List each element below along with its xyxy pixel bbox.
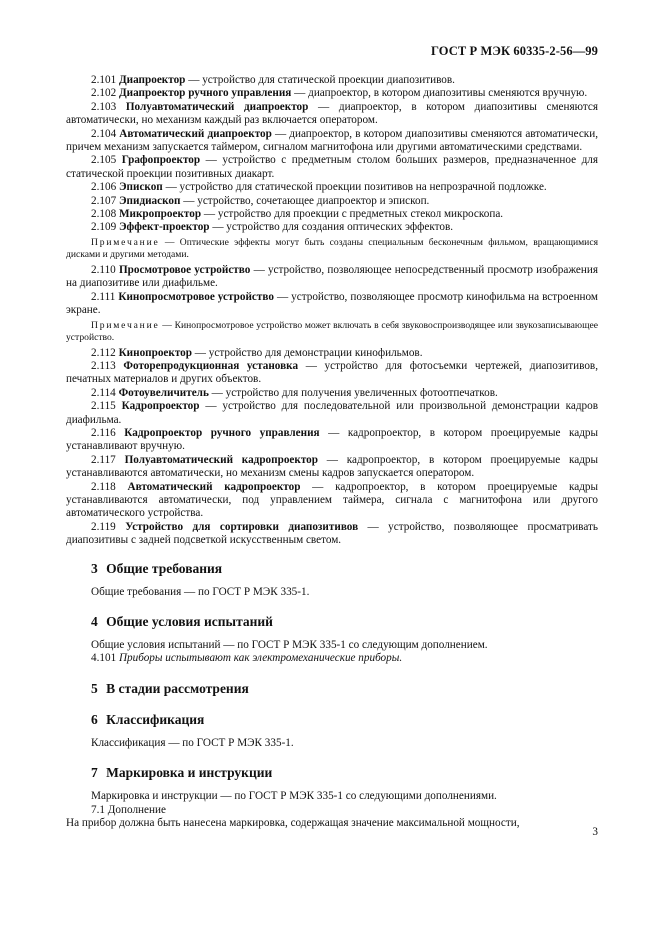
definition-text: — кадропроектор, в котором проецируемые кадры устанавливаются автоматически, но механизм смены кадров запускается оператором.	[66, 453, 598, 480]
section-6	[66, 712, 598, 750]
term: Эпископ	[118, 181, 163, 194]
definition-item	[66, 154, 598, 181]
definition-item	[66, 128, 598, 155]
clause-number: 4.101	[91, 652, 117, 665]
document-body	[66, 74, 598, 830]
clause-number: 2.109	[91, 221, 117, 234]
definition-item	[66, 264, 598, 291]
definition-item	[66, 87, 598, 100]
note	[66, 237, 598, 262]
definition-item	[66, 347, 598, 360]
definition-item	[66, 208, 598, 221]
definition-text: — устройство, сочетающее диапроектор и эпископ.	[180, 194, 430, 207]
clause-number: 2.117	[91, 453, 116, 466]
definition-text: — устройство с предметным столом больших размеров, предназначенное для статической проекции позитивных диакарт.	[66, 154, 599, 180]
definition-text: — устройство, позволяющее просматривать диапозитивы с задней подсветкой искусственным светом.	[66, 520, 598, 547]
definition-item	[66, 101, 598, 128]
term: Диапроектор ручного управления	[118, 87, 292, 100]
definition-item	[66, 454, 598, 481]
term: Фоторепродукционная установка	[123, 359, 299, 372]
definition-item	[66, 400, 598, 427]
clause-number: 2.114	[91, 386, 116, 399]
definition-text: — устройство для создания оптических эффектов.	[209, 221, 454, 234]
definition-item	[66, 181, 598, 194]
section-7	[66, 765, 598, 830]
term: Диапроектор	[118, 74, 186, 86]
definitions-group-a	[66, 74, 598, 235]
definitions-group-b	[66, 264, 598, 318]
definition-text: — устройство для последовательной или произвольной демонстрации кадров диафильма.	[66, 400, 599, 426]
section-text: Общие требования — по ГОСТ Р МЭК 335-1.	[91, 585, 310, 598]
section-text: Маркировка и инструкции — по ГОСТ Р МЭК 335-1 со следующими дополнениями.	[91, 790, 497, 803]
clause-number: 2.116	[91, 426, 116, 439]
definition-text: — устройство для получения увеличенных фотоотпечатков.	[208, 386, 498, 399]
term: Кинопроектор	[118, 346, 192, 359]
clause	[66, 652, 598, 665]
clause-number: 2.110	[91, 263, 116, 276]
section-4	[66, 614, 598, 666]
definition-text: — устройство для статической проекции позитивов на непрозрачной подложке.	[162, 181, 547, 194]
section-heading	[66, 712, 598, 728]
definition-text: — устройство, позволяющее просмотр кинофильма на встроенном экране.	[66, 290, 598, 317]
term: Просмотровое устройство	[118, 263, 251, 276]
subsection-text: На прибор должна быть нанесена маркировка, содержащая значение максимальной мощности,	[66, 817, 520, 830]
clause-number: 2.106	[91, 181, 117, 194]
section-title: Классификация	[106, 711, 205, 727]
definition-text: — диапроектор, в котором диапозитивы сменяются автоматически, но механизм каждый раз включается оператором.	[66, 100, 599, 127]
definition-item	[66, 360, 598, 387]
clause-text: Приборы испытывают как электромеханические приборы.	[118, 652, 403, 665]
section-heading	[66, 681, 598, 697]
definition-text: — устройство для проекции с предметных стекол микроскопа.	[201, 208, 504, 221]
definition-item	[66, 387, 598, 400]
term: Кадропроектор	[121, 400, 200, 413]
clause-number: 2.101	[91, 74, 117, 86]
definition-text: — кадропроектор, в котором проецируемые кадры устанавливаются автоматически, под управлением таймера, сигнала с магнитофона или другого автоматического устройства.	[66, 480, 598, 520]
clause-number: 2.103	[91, 100, 117, 113]
definition-text: — устройство, позволяющее непосредственный просмотр изображения на диапозитиве или диафильме.	[66, 263, 598, 290]
subsection-heading: 7.1 Дополнение	[91, 803, 166, 816]
definition-item	[66, 521, 598, 548]
clause-number: 2.112	[91, 346, 116, 359]
term: Полуавтоматический диапроектор	[125, 100, 309, 113]
note-text: — Оптические эффекты могут быть созданы специальным бесконечным фильмом, вращающимися дисками и другими методами.	[66, 236, 598, 261]
section-3	[66, 561, 598, 599]
term: Эпидиаскоп	[118, 194, 181, 207]
term: Эффект-проектор	[118, 221, 210, 234]
note-label: Примечание	[91, 319, 160, 331]
definition-item	[66, 481, 598, 521]
clause-number: 2.119	[91, 520, 116, 533]
term: Автоматический кадропроектор	[127, 480, 301, 493]
section-number: 6	[91, 711, 98, 727]
definition-text: — устройство для статической проекции диапозитивов.	[185, 74, 455, 86]
clause-number: 2.118	[91, 480, 116, 493]
section-heading	[66, 765, 598, 781]
definition-text: — устройство для демонстрации кинофильмов.	[192, 346, 423, 359]
term: Графопроектор	[121, 154, 201, 167]
clause-number: 2.115	[91, 400, 116, 413]
term: Устройство для сортировки диапозитивов	[125, 520, 359, 533]
term: Фотоувеличитель	[118, 386, 209, 399]
note	[66, 320, 598, 345]
section-heading	[66, 614, 598, 630]
clause-number: 2.107	[91, 194, 117, 207]
section-number: 4	[91, 614, 98, 629]
term: Автоматический диапроектор	[119, 127, 272, 140]
section-title: В стадии рассмотрения	[106, 680, 249, 696]
term: Кадропроектор ручного управления	[124, 426, 320, 439]
term: Полуавтоматический кадропроектор	[124, 453, 318, 466]
definition-text: — диапроектор, в котором диапозитивы сменяются автоматически, причем механизм запускается таймером, сигналом магнитофона или другими автоматическими средствами.	[66, 127, 599, 154]
section-text: Общие условия испытаний — по ГОСТ Р МЭК 335-1 со следующим дополнением.	[91, 639, 488, 651]
definition-item	[66, 427, 598, 454]
section-number: 5	[91, 680, 98, 696]
section-heading	[66, 561, 598, 577]
section-title: Общие требования	[106, 560, 223, 576]
definitions-group-c	[66, 347, 598, 548]
section-5	[66, 681, 598, 697]
page-number: 3	[592, 826, 598, 838]
clause-number: 2.105	[91, 154, 117, 167]
term: Кинопросмотровое устройство	[118, 290, 274, 303]
definition-text: — диапроектор, в котором диапозитивы сменяются вручную.	[291, 87, 588, 100]
section-text: Классификация — по ГОСТ Р МЭК 335-1.	[91, 736, 294, 749]
definition-item	[66, 74, 598, 87]
definition-text: — кадропроектор, в котором проецируемые кадры устанавливают вручную.	[66, 426, 599, 453]
note-text: — Кинопросмотровое устройство может включать в себя звуковоспроизводящее или звукозаписывающее устройство.	[66, 319, 598, 343]
clause-number: 2.104	[91, 127, 117, 140]
section-title: Общие условия испытаний	[106, 614, 273, 629]
document-header: ГОСТ Р МЭК 60335-2-56—99	[431, 44, 598, 58]
definition-item	[66, 195, 598, 208]
definition-text: — устройство для фотосъемки чертежей, диапозитивов, печатных материалов и других объектов.	[66, 359, 598, 386]
clause-number: 2.108	[91, 208, 117, 221]
note-label: Примечание	[91, 236, 160, 248]
term: Микропроектор	[118, 208, 202, 221]
section-title: Маркировка и инструкции	[106, 765, 273, 781]
section-number: 7	[91, 765, 98, 781]
clause-number: 2.102	[91, 87, 117, 100]
clause-number: 2.113	[91, 359, 116, 372]
definition-item	[66, 221, 598, 234]
section-number: 3	[91, 560, 98, 576]
clause-number: 2.111	[91, 290, 116, 303]
definition-item	[66, 291, 598, 318]
